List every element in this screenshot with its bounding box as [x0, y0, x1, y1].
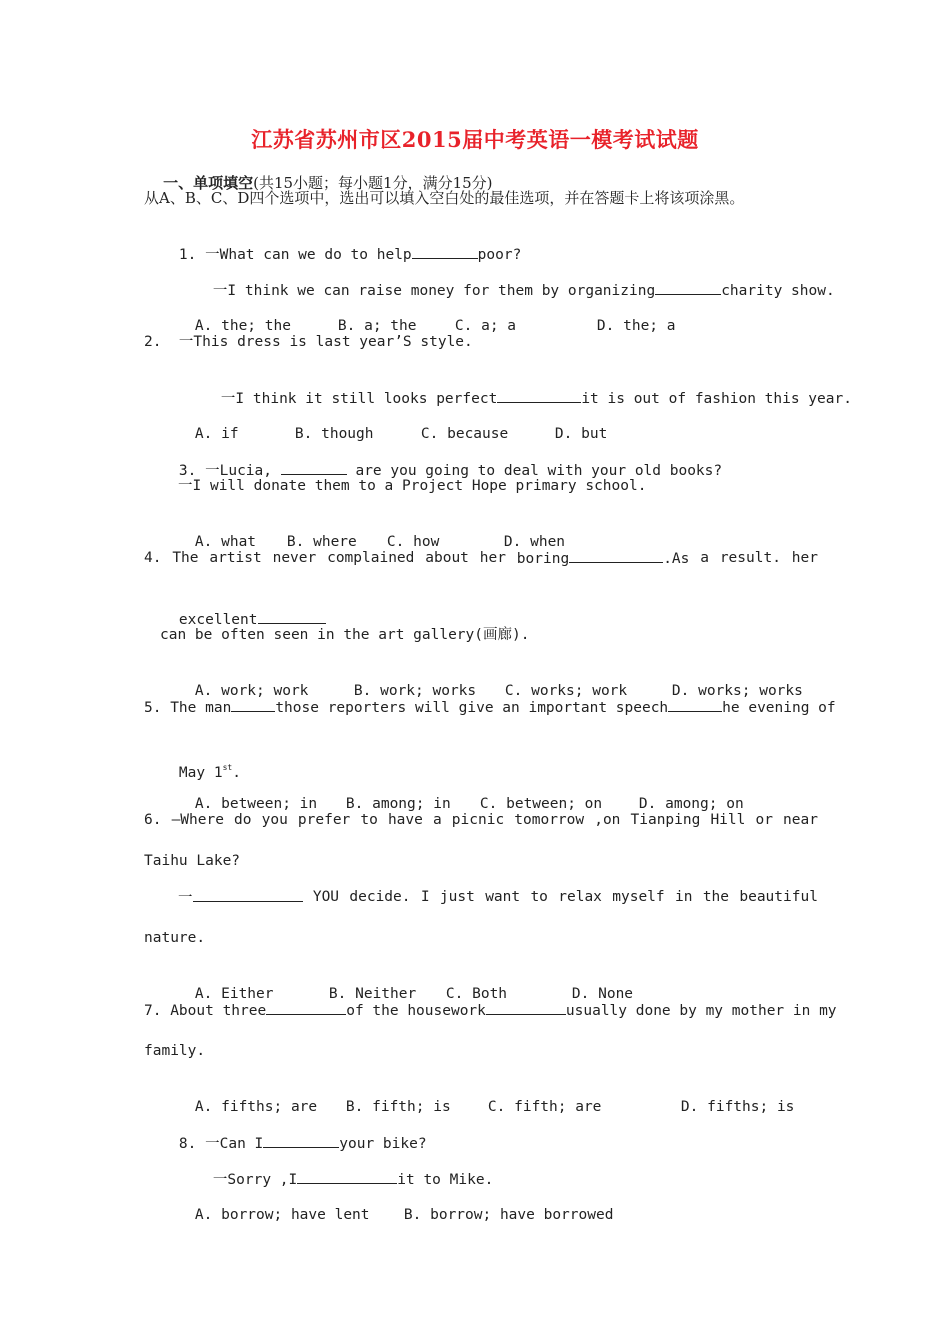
answer-blank — [266, 1000, 346, 1015]
q2-stem: 2. 一This dress is last year’S style. — [144, 334, 473, 350]
answer-blank — [231, 697, 275, 712]
option-d: D. fifths; is — [680, 1099, 795, 1115]
q1-stem: 1. 一What can we do to help poor? — [144, 224, 521, 285]
option-a: A. the; the — [194, 318, 291, 334]
option-c: C. fifth; are — [487, 1099, 602, 1115]
option-b: B. a; the — [337, 318, 417, 334]
q8-options — [160, 1185, 613, 1245]
q5-stem-cont: May 1st. — [178, 763, 241, 781]
option-b: B. though — [294, 426, 374, 442]
answer-blank — [297, 1169, 397, 1184]
section-heading: 一、单项填空 — [163, 174, 254, 192]
answer-blank — [281, 460, 347, 475]
option-c: C. a; a — [454, 318, 517, 334]
option-c: C. Both — [445, 986, 508, 1002]
section-instruction: 从A、B、C、D四个选项中，选出可以填入空白处的最佳选项，并在答题卡上将该项涂黑。 — [144, 189, 745, 207]
option-b: B. work; works — [353, 683, 477, 699]
answer-blank — [486, 1000, 566, 1015]
q8-stem: 8. 一Can I your bike? — [144, 1113, 427, 1174]
answer-blank — [263, 1133, 339, 1148]
answer-blank — [497, 388, 581, 403]
q4-stem: 4. The artist never complained about her boring .As a result. her — [144, 550, 818, 567]
option-a: A. Either — [194, 986, 274, 1002]
q6-response: 一 YOU decide. I just want to relax myself in the beautiful — [178, 889, 818, 906]
q6-response-cont: nature. — [144, 930, 206, 946]
option-c: C. how — [386, 534, 440, 550]
q1-response: 一I think we can raise money for them by organizing charity show. — [178, 260, 835, 321]
answer-blank — [193, 887, 303, 902]
answer-blank — [655, 280, 721, 295]
q2-response: 一I think it still looks perfect it is out of fashion this year. — [186, 368, 852, 429]
section-note: (共15小题；每小题1分，满分15分) — [253, 174, 493, 192]
option-b: B. among; in — [345, 796, 451, 812]
option-a: A. fifths; are — [194, 1099, 318, 1115]
option-b: B. fifth; is — [345, 1099, 451, 1115]
option-b: B. where — [286, 534, 357, 550]
answer-blank — [258, 609, 326, 624]
q4-stem-end: can be often seen in the art gallery(画廊). — [160, 627, 530, 643]
q7-stem-cont: family. — [144, 1043, 206, 1059]
option-d: D. but — [554, 426, 608, 442]
option-d: D. None — [571, 986, 634, 1002]
q4-stem-cont: excellent — [144, 589, 326, 650]
option-a: A. between; in — [194, 796, 318, 812]
option-c: C. between; on — [479, 796, 603, 812]
option-c: C. works; work — [504, 683, 628, 699]
q8-response: 一Sorry ,I it to Mike. — [178, 1149, 493, 1210]
option-d: D. among; on — [638, 796, 744, 812]
q3-stem: 3. 一Lucia, are you going to deal with your old books? — [144, 440, 722, 501]
q6-stem-cont: Taihu Lake? — [144, 853, 241, 869]
option-a: A. borrow; have lent — [194, 1207, 370, 1223]
q5-stem: 5. The man those reporters will give an important speech he evening of — [144, 697, 818, 718]
option-d: D. when — [503, 534, 566, 550]
option-b: B. borrow; have borrowed — [403, 1207, 614, 1223]
option-b: B. Neither — [328, 986, 417, 1002]
option-a: A. if — [194, 426, 239, 442]
q3-response: 一I will donate them to a Project Hope primary school. — [178, 478, 647, 494]
q6-stem: 6. —Where do you prefer to have a picnic tomorrow ,on Tianping Hill or near — [144, 812, 818, 828]
exam-title: 江苏省苏州市区2015届中考英语一模考试试题 — [251, 127, 699, 152]
option-c: C. because — [420, 426, 509, 442]
answer-blank — [412, 244, 478, 259]
answer-blank — [569, 548, 663, 563]
option-a: A. work; work — [194, 683, 309, 699]
option-d: D. works; works — [671, 683, 803, 699]
option-a: A. what — [194, 534, 257, 550]
q7-stem: 7. About three of the housework usually done by my mother in my — [144, 1000, 818, 1021]
option-d: D. the; a — [596, 318, 676, 334]
answer-blank — [668, 697, 722, 712]
